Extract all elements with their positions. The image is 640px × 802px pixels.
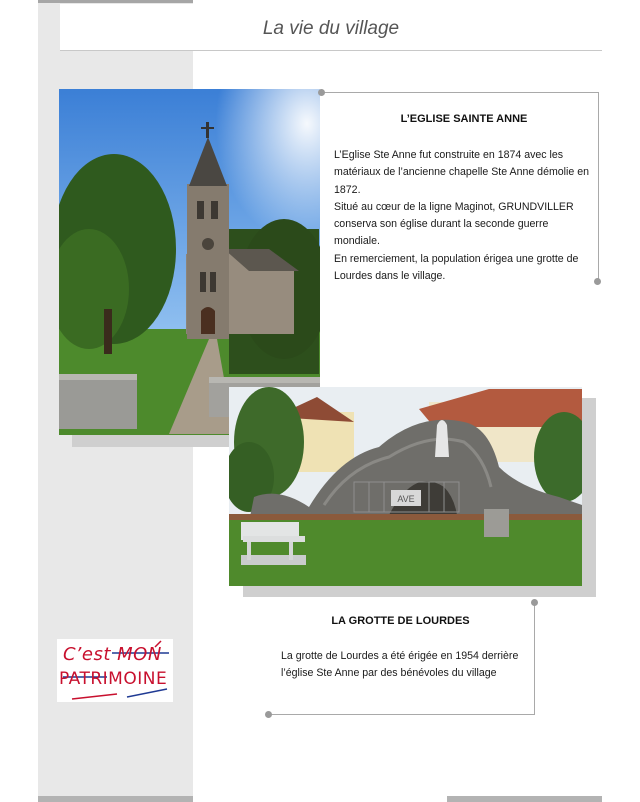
church-paragraph: Situé au cœur de la ligne Maginot, GRUNDVILLER conserva son église durant la seconde guerre mondiale. (334, 200, 574, 248)
grotto-card-dot-start (531, 599, 538, 606)
church-paragraph: L’Eglise Ste Anne fut construite en 1874 avec les matériaux de l’ancienne chapelle Ste Anne démolie en 1872. (334, 149, 590, 196)
top-accent-line (38, 0, 193, 3)
logo-line-2: PATRIMOINE (59, 669, 168, 689)
church-illustration (59, 89, 320, 435)
logo-line-1: C’est MON (63, 644, 162, 665)
grotto-paragraph: La grotte de Lourdes a été érigée en 1954 derrière l’église Ste Anne par des bénévoles du village (281, 650, 519, 680)
grotto-illustration (229, 387, 582, 586)
grotto-card-dot-end (265, 711, 272, 718)
church-card-dot-end (594, 278, 601, 285)
page-header (60, 4, 602, 51)
bottom-accent-right (447, 796, 602, 802)
grotto-sign: AVE (397, 494, 415, 504)
page-title: La vie du village (262, 18, 400, 39)
grotto-title: LA GROTTE DE LOURDES (331, 615, 470, 627)
cest-mon-patrimoine-logo (57, 639, 173, 702)
bottom-accent-left (38, 796, 193, 802)
church-paragraph: En remerciement, la population érigea une grotte de Lourdes dans le village. (334, 252, 579, 283)
grotto-photo (229, 387, 582, 586)
church-photo (59, 89, 320, 435)
grotto-body (281, 648, 526, 683)
church-title: L’EGLISE SAINTE ANNE (400, 113, 528, 125)
church-body (334, 147, 594, 285)
church-card-dot-start (318, 89, 325, 96)
